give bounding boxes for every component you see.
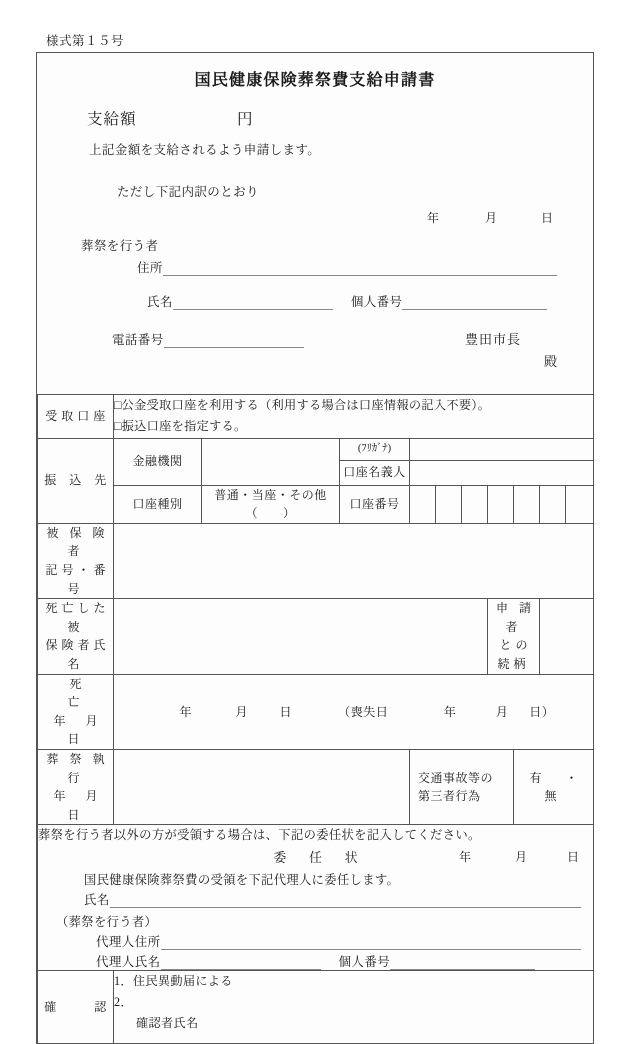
relation-label: [488, 599, 540, 674]
account-type-label: 口座種別: [114, 485, 202, 523]
name-input[interactable]: [173, 296, 333, 310]
date-day-label: 日: [541, 211, 554, 225]
address-label: 住所: [137, 261, 163, 275]
third-party-label-line1: 交通事故等の: [418, 770, 494, 785]
agent-mynumber-label: 個人番号: [338, 955, 391, 970]
loss-day-label: 日）: [529, 705, 555, 720]
account-holder-label: 口座名義人: [340, 460, 410, 485]
deceased-name-label: [38, 599, 114, 674]
confirmation-label: 確 認: [38, 971, 114, 1044]
account-number-label: 口座番号: [340, 485, 410, 523]
form-number: 様式第１５号: [46, 34, 125, 48]
application-sentence: 上記金額を支給されるよう申請します。: [89, 143, 321, 157]
relation-label-line1: 申 請 者: [495, 601, 535, 634]
delegator-name-label: 氏名: [84, 893, 110, 908]
transfer-furigana-row: [38, 438, 594, 460]
amount-row: [37, 107, 593, 129]
deceased-name-label-line1: 死亡した被: [45, 601, 110, 634]
account-holder-input[interactable]: [410, 460, 594, 485]
delegation-intro: 葬祭を行う者以外の方が受領する場合は、下記の委任状を記入してください。: [38, 828, 481, 843]
delegation-day-label: 日: [567, 850, 580, 865]
relation-input[interactable]: [540, 599, 594, 674]
mayor-label: 豊田市長: [464, 332, 521, 347]
death-date-row: [38, 674, 594, 749]
death-date-label: [38, 674, 134, 749]
insured-symbol-input[interactable]: [114, 523, 594, 598]
third-party-label-line2: 第三者行為: [418, 789, 481, 804]
insured-symbol-label-line1: 被 保 険 者: [46, 525, 109, 559]
deceased-name-label-line2: 保険者氏名: [45, 638, 110, 672]
death-year-label: 年: [179, 705, 192, 720]
death-day-label: 日: [279, 705, 292, 720]
form-frame: [36, 52, 602, 1044]
account-number-digit-5[interactable]: [514, 485, 540, 523]
delegation-year-label: 年: [459, 850, 472, 865]
loss-date-prefix: （喪失日: [338, 705, 389, 720]
account-number-digit-7[interactable]: [566, 485, 594, 523]
application-date: [37, 209, 593, 226]
death-month-label: 月: [235, 705, 248, 720]
delegation-heading: 委 任 状: [273, 851, 363, 866]
insured-symbol-label: [38, 523, 114, 598]
amount-label: 支給額: [87, 111, 137, 128]
relation-label-line2: との続柄: [497, 638, 532, 672]
receiving-account-options: [114, 395, 594, 439]
third-party-value[interactable]: 有 ・ 無: [514, 750, 594, 825]
agent-name-label: 代理人氏名: [96, 955, 161, 970]
yen-unit-label: 円: [237, 111, 254, 128]
death-date-fields[interactable]: [114, 674, 594, 749]
designate-account-checkbox-option[interactable]: □振込口座を指定する。: [114, 419, 247, 434]
death-date-label-line1: 死 亡: [67, 676, 134, 710]
third-party-label: [410, 750, 514, 825]
public-account-checkbox-option[interactable]: □公金受取口座を利用する（利用する場合は口座情報の記入不要）。: [114, 398, 491, 412]
delegation-date: [459, 848, 579, 865]
account-number-digit-3[interactable]: [462, 485, 488, 523]
confirmer-name-label: 確認者氏名: [136, 1016, 199, 1031]
institution-label: 金融機関: [114, 438, 202, 485]
receiving-account-label: 受 取 口 座: [38, 395, 114, 439]
delegator-note: （葬祭を行う者）: [56, 915, 158, 930]
furigana-input[interactable]: [410, 438, 594, 460]
confirmation-body: [114, 971, 594, 1044]
account-number-digit-1[interactable]: [410, 485, 436, 523]
institution-input[interactable]: [202, 438, 340, 485]
tel-label: 電話番号: [112, 333, 164, 347]
name-field-row: [37, 292, 593, 310]
funeral-date-label-line1: 葬 祭 執 行: [46, 752, 109, 785]
agent-name-row: [38, 952, 593, 970]
account-number-digit-2[interactable]: [436, 485, 462, 523]
funeral-date-input[interactable]: [114, 750, 410, 825]
delegation-month-label: 月: [515, 850, 528, 865]
delegation-row: [38, 825, 594, 971]
receiving-account-row: [38, 395, 594, 439]
agent-address-label: 代理人住所: [96, 935, 161, 950]
date-year-label: 年: [427, 211, 440, 225]
address-input[interactable]: [163, 262, 557, 276]
insured-symbol-row: [38, 523, 594, 598]
delegator-name-row: [38, 890, 593, 908]
page-title: 国民健康保険葬祭費支給申請書: [194, 72, 436, 89]
delegator-name-input[interactable]: [110, 894, 581, 908]
transfer-label: 振 込 先: [38, 438, 114, 523]
funeral-date-label: [38, 750, 118, 825]
loss-year-label: 年: [443, 705, 457, 720]
mynumber-label: 個人番号: [350, 295, 403, 309]
deceased-name-input[interactable]: [114, 599, 488, 674]
insured-symbol-label-line2: 記号・番号: [45, 563, 110, 596]
confirmation-row: [38, 971, 594, 1044]
breakdown-note: ただし下記内訳のとおり: [117, 185, 259, 199]
delegation-block: [38, 825, 594, 971]
agent-name-input[interactable]: [161, 956, 321, 970]
honorific-label: 殿: [543, 354, 557, 369]
account-number-digit-6[interactable]: [540, 485, 566, 523]
mynumber-input[interactable]: [402, 296, 547, 310]
tel-input[interactable]: [164, 334, 304, 348]
confirmation-item-2[interactable]: 2．: [114, 995, 133, 1010]
death-date-label-line2: 年 月 日: [53, 713, 118, 747]
name-label: 氏名: [147, 295, 173, 309]
form-table: [37, 394, 602, 1044]
delegation-statement: 国民健康保険葬祭費の受領を下記代理人に委任します。: [84, 873, 400, 888]
loss-month-label: 月: [495, 705, 509, 720]
deceased-name-row: [38, 599, 594, 674]
agent-address-input[interactable]: [161, 936, 581, 950]
header-block: [37, 67, 593, 394]
furigana-label: (ﾌﾘｶﾞﾅ): [340, 438, 410, 460]
date-month-label: 月: [485, 211, 498, 225]
payer-section-label: 葬祭を行う者: [81, 239, 159, 253]
funeral-date-label-line2: 年 月 日: [53, 789, 118, 822]
address-field-row: [37, 258, 593, 276]
account-number-digit-4[interactable]: [488, 485, 514, 523]
account-type-options[interactable]: 普通・当座・その他（ ）: [202, 485, 340, 523]
agent-mynumber-input[interactable]: [390, 956, 535, 970]
confirmation-item-1[interactable]: 1．住民異動届による: [114, 974, 233, 989]
transfer-account-row: [38, 485, 594, 523]
delegation-heading-row: [38, 847, 593, 867]
agent-address-row: [38, 932, 593, 950]
funeral-execution-row: [38, 750, 594, 825]
